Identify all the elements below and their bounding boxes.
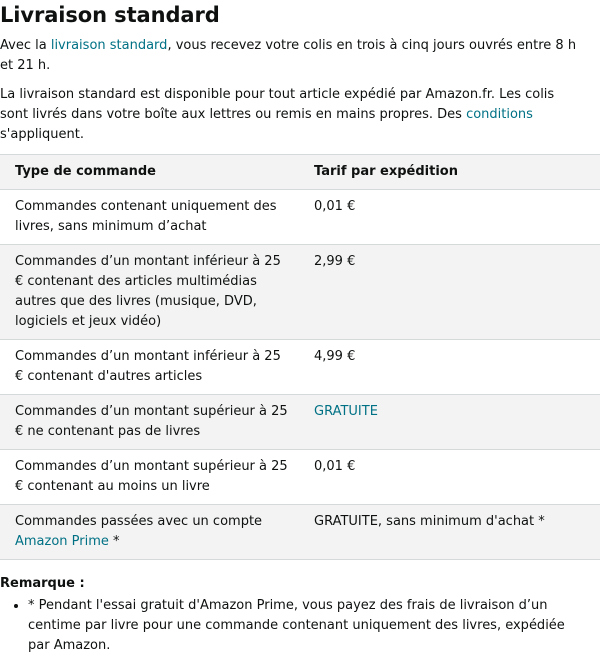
standard-delivery-link[interactable]: livraison standard	[50, 38, 168, 53]
availability-text-before: La livraison standard est disponible pour tout article expédié par Amazon.fr. Les colis sont livrés dans votre boîte aux lettres ou remis en mains propres. Des	[0, 87, 555, 122]
rate-cell: 2,99 €	[299, 245, 600, 340]
remark-title: Remarque :	[0, 576, 85, 591]
column-header-order-type: Type de commande	[0, 155, 299, 190]
rate-cell: 0,01 €	[299, 190, 600, 245]
rate-cell: GRATUITE, sans minimum d'achat *	[299, 505, 600, 560]
list-item: • * Pendant l'essai gratuit d'Amazon Prime, vous payez des frais de livraison d’un centime par livre pour une commande contenant uniquement des livres, expédiée par Amazon.	[28, 596, 588, 656]
asterisk-note: *	[108, 534, 120, 549]
page-title: Livraison standard	[0, 3, 220, 27]
shipping-rates-table	[0, 154, 600, 560]
intro-paragraph	[0, 36, 585, 76]
intro-text-after: , vous recevez votre colis en trois à cinq jours ouvrés entre 8 h et 21 h.	[0, 38, 577, 73]
order-type-cell: Commandes d’un montant inférieur à 25 € contenant d'autres articles	[0, 340, 299, 395]
table-row	[0, 450, 600, 505]
rate-cell: 4,99 €	[299, 340, 600, 395]
order-type-cell: Commandes contenant uniquement des livres, sans minimum d’achat	[0, 190, 299, 245]
availability-paragraph	[0, 85, 585, 145]
table-header-row	[0, 155, 600, 190]
intro-text-before: Avec la	[0, 38, 51, 53]
free-shipping-link[interactable]: GRATUITE	[314, 404, 378, 419]
table-row	[0, 505, 600, 560]
column-header-rate: Tarif par expédition	[299, 155, 600, 190]
rate-cell	[299, 395, 600, 450]
order-type-cell: Commandes d’un montant inférieur à 25 € contenant des articles multimédias autres que des livres (musique, DVD, logiciels et jeux vidéo)	[0, 245, 299, 340]
table-row	[0, 395, 600, 450]
conditions-link[interactable]: conditions	[466, 107, 533, 122]
order-type-cell: Commandes d’un montant supérieur à 25 € ne contenant pas de livres	[0, 395, 299, 450]
table-row	[0, 340, 600, 395]
table-row	[0, 190, 600, 245]
order-type-cell: Commandes d’un montant supérieur à 25 € contenant au moins un livre	[0, 450, 299, 505]
availability-text-after: s'appliquent.	[0, 127, 84, 142]
amazon-prime-link[interactable]: Amazon Prime	[15, 534, 109, 549]
order-type-cell	[0, 505, 299, 560]
order-type-text: Commandes passées avec un compte	[15, 514, 263, 529]
remark-list	[0, 596, 588, 656]
rate-cell: 0,01 €	[299, 450, 600, 505]
table-row	[0, 245, 600, 340]
